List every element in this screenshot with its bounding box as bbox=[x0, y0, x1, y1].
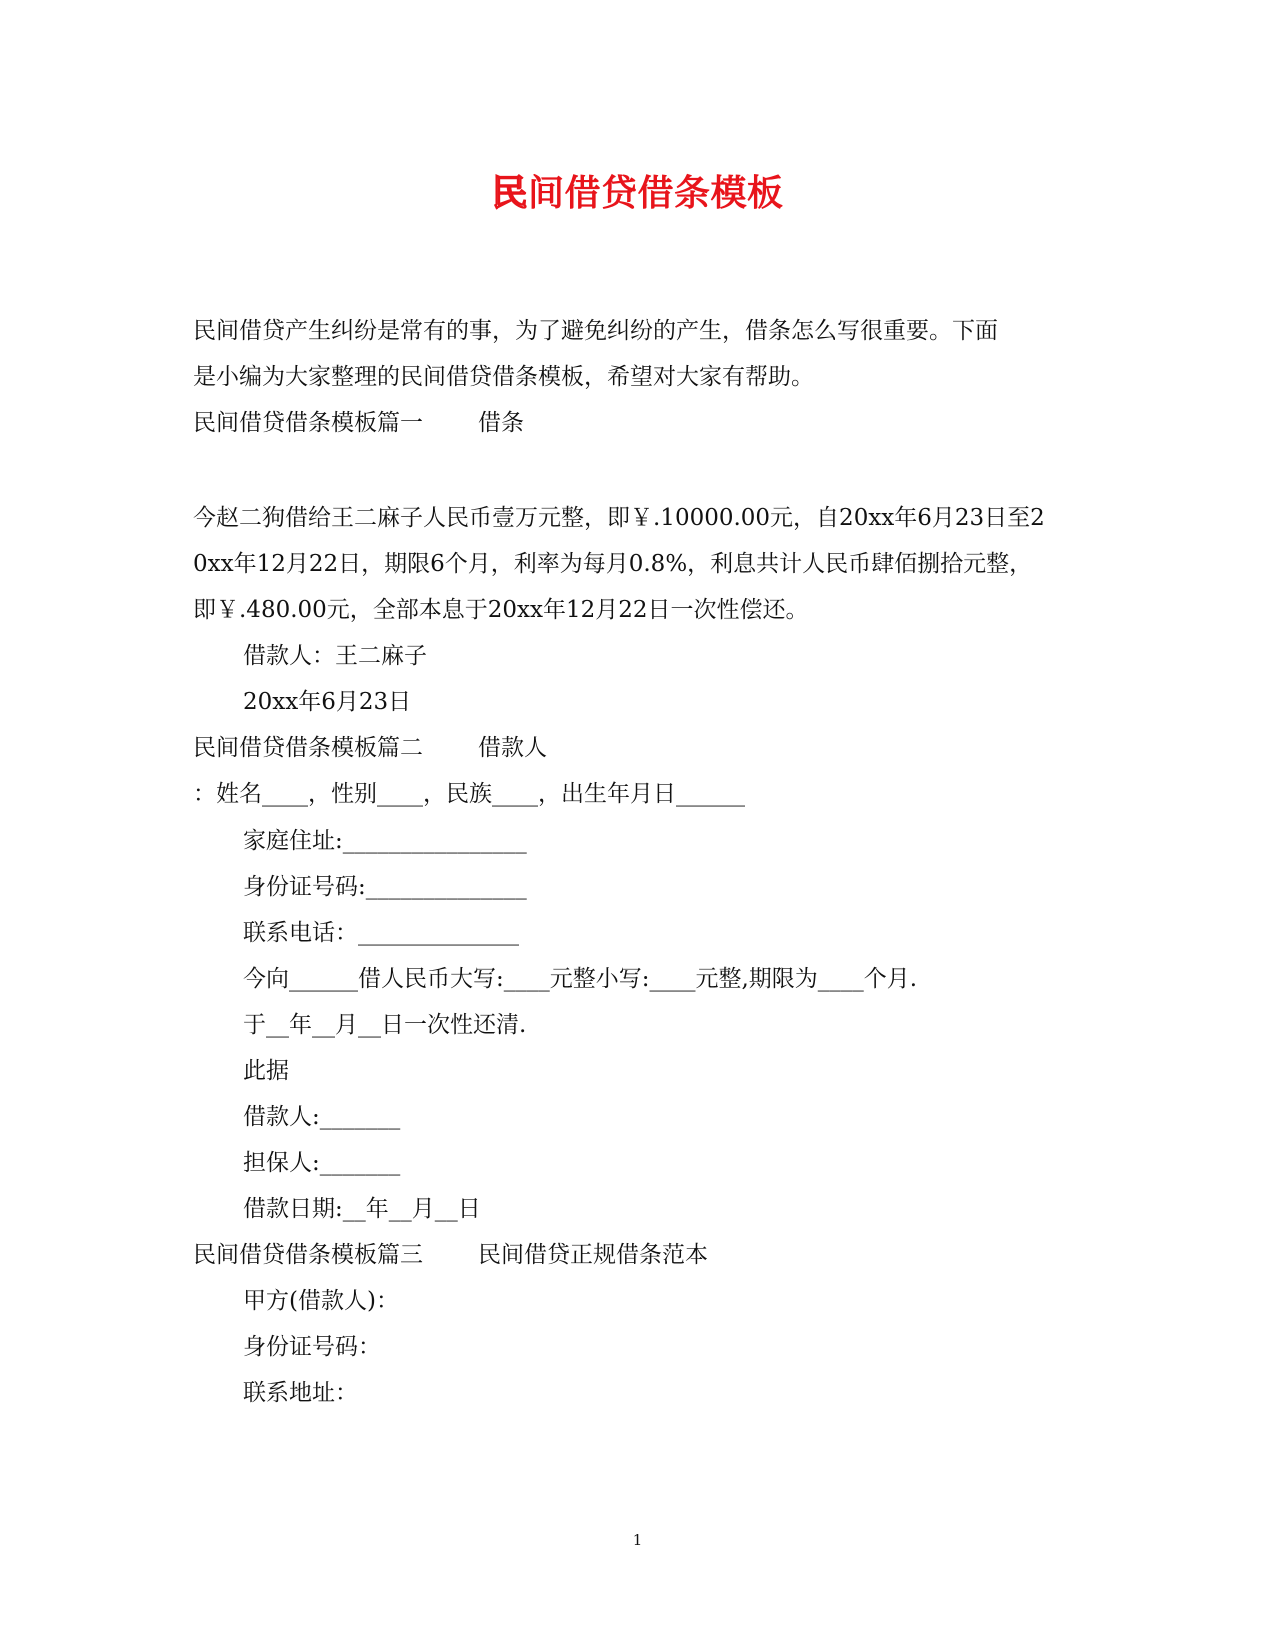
section2-borrower-sign: 借款人:_______ bbox=[243, 1104, 401, 1130]
title-first-char: 民 bbox=[491, 173, 528, 214]
section3-heading-line bbox=[193, 1240, 708, 1270]
page-title bbox=[0, 170, 1275, 218]
section3-party-a: 甲方(借款人)： bbox=[243, 1288, 399, 1314]
section2-heading: 民间借贷借条模板篇二 bbox=[193, 735, 423, 761]
section1-body-line-1: 今赵二狗借给王二麻子人民币壹万元整，即￥.10000.00元，自20xx年6月23日至2 bbox=[193, 505, 1045, 531]
section2-amount-line: 今向______借人民币大写:____元整小写:____元整,期限为____个月. bbox=[243, 966, 918, 992]
section3-heading: 民间借贷借条模板篇三 bbox=[193, 1242, 423, 1268]
section3-contact-address: 联系地址： bbox=[243, 1380, 358, 1406]
section1-heading-line bbox=[193, 408, 524, 438]
section2-phone: 联系电话：______________ bbox=[243, 920, 519, 946]
section2-repay-line: 于__年__月__日一次性还清. bbox=[243, 1012, 527, 1038]
section2-guarantor-sign: 担保人:_______ bbox=[243, 1150, 401, 1176]
section1-heading: 民间借贷借条模板篇一 bbox=[193, 410, 423, 436]
section2-info-line: ：姓名____，性别____，民族____，出生年月日______ bbox=[193, 781, 745, 807]
section2-loan-date: 借款日期:__年__月__日 bbox=[243, 1196, 481, 1222]
section2-hereby: 此据 bbox=[243, 1058, 289, 1084]
intro-line-1: 民间借贷产生纠纷是常有的事，为了避免纠纷的产生，借条怎么写很重要。下面 bbox=[193, 318, 998, 344]
section2-subheading: 借款人 bbox=[478, 735, 547, 761]
section2-heading-line bbox=[193, 733, 547, 763]
section1-body-line-3: 即￥.480.00元，全部本息于20xx年12月22日一次性偿还。 bbox=[193, 597, 809, 623]
section3-subheading: 民间借贷正规借条范本 bbox=[478, 1242, 708, 1268]
section1-date: 20xx年6月23日 bbox=[243, 689, 412, 715]
section1-body-line-2: 0xx年12月22日，期限6个月，利率为每月0.8%，利息共计人民币肆佰捌拾元整， bbox=[193, 551, 1033, 577]
title-rest: 间借贷借条模板 bbox=[528, 173, 784, 214]
section1-subheading: 借条 bbox=[478, 410, 524, 436]
intro-line-2: 是小编为大家整理的民间借贷借条模板，希望对大家有帮助。 bbox=[193, 364, 814, 390]
section3-id-number: 身份证号码： bbox=[243, 1334, 381, 1360]
section2-address: 家庭住址:________________ bbox=[243, 828, 527, 854]
section2-id-number: 身份证号码:______________ bbox=[243, 874, 527, 900]
page-number: 1 bbox=[632, 1531, 643, 1549]
section1-borrower: 借款人：王二麻子 bbox=[243, 643, 427, 669]
